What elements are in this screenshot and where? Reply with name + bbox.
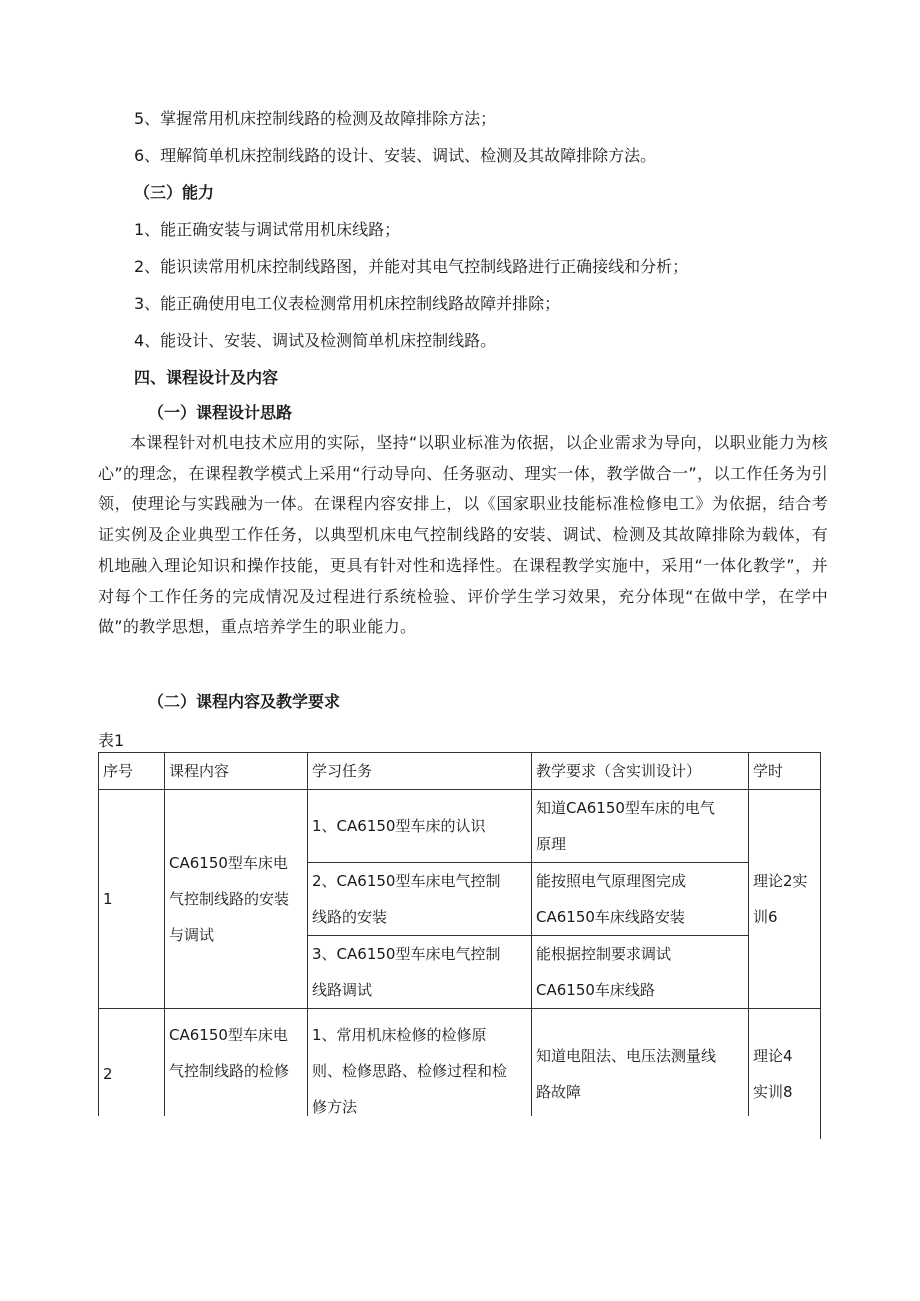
header-cell: 序号	[99, 753, 165, 790]
knowledge-item: 5、掌握常用机床控制线路的检测及故障排除方法；	[134, 109, 497, 128]
hours-line: 理论2实	[753, 872, 808, 890]
knowledge-item: 6、理解简单机床控制线路的设计、安装、调试、检测及其故障排除方法。	[134, 146, 657, 165]
teaching-requirement	[532, 790, 749, 863]
design-paragraph: 本课程针对机电技术应用的实际，坚持“以职业标准为依据，以企业需求为导向，以职业能力为核心”的理念，在课程教学模式上采用“行动导向、任务驱动、理实一体，教学做合一”，以工作任务为引领，使理论与实践融为一体。在课程内容安排上，以《国家职业技能标准检修电工》为依据，结合考证实例及企业典型工作任务，以典型机床电气控制线路的安装、调试、检测及其故障排除为载体，有机地融入理论知识和操作技能，更具有针对性和选择性。在课程教学实施中，采用“一体化教学”，并对每个工作任务的完成情况及过程进行系统检验、评价学生学习效果，充分体现“在做中学，在学中做”的教学思想，重点培养学生的职业能力。	[98, 433, 828, 637]
req-line: 能根据控制要求调试	[536, 945, 672, 963]
header-cell: 学时	[749, 753, 821, 790]
table-row	[99, 790, 821, 863]
req-line: CA6150车床线路	[536, 981, 655, 999]
course-content	[165, 790, 308, 1009]
task-line: 1、常用机床检修的检修原	[312, 1026, 487, 1044]
teaching-requirement	[532, 863, 749, 936]
ability-item: 2、能识读常用机床控制线路图，并能对其电气控制线路进行正确接线和分析；	[134, 257, 689, 276]
req-line: 原理	[536, 835, 567, 853]
task-line: 修方法	[312, 1098, 358, 1116]
req-line: 知道电阻法、电压法测量线	[536, 1046, 717, 1065]
header-cell: 课程内容	[165, 753, 308, 790]
task-line: 3、CA6150型车床电气控制	[312, 945, 501, 963]
ability-item: 4、能设计、安装、调试及检测简单机床控制线路。	[134, 331, 497, 350]
req-line: 知道CA6150型车床的电气	[536, 799, 715, 817]
table-caption: 表1	[98, 731, 125, 750]
hours-line: 理论4	[753, 1046, 793, 1065]
header-cell: 学习任务	[308, 753, 532, 790]
section-4-heading: 四、课程设计及内容	[134, 368, 279, 387]
task-line: 则、检修思路、检修过程和检	[312, 1062, 508, 1080]
task-line: 线路调试	[312, 981, 373, 999]
sub1-heading: （一）课程设计思路	[148, 403, 293, 422]
hours-line: 训6	[753, 908, 778, 926]
header-cell: 教学要求（含实训设计）	[532, 753, 749, 790]
content-line: CA6150型车床电	[169, 1026, 288, 1044]
sub2-heading: （二）课程内容及教学要求	[148, 692, 341, 711]
class-hours	[749, 790, 821, 1009]
task-line: 线路的安装	[312, 908, 388, 926]
content-line: CA6150型车床电	[169, 854, 288, 872]
req-line: 路故障	[536, 1082, 582, 1101]
req-line: 能按照电气原理图完成	[536, 872, 687, 890]
ability-item: 3、能正确使用电工仪表检测常用机床控制线路故障并排除；	[134, 294, 561, 313]
ability-item: 1、能正确安装与调试常用机床线路；	[134, 220, 401, 239]
teaching-requirement	[532, 936, 749, 1009]
page-cut-mask	[98, 1116, 820, 1301]
content-line: 气控制线路的检修	[169, 1062, 290, 1080]
task-line: 2、CA6150型车床电气控制	[312, 872, 501, 890]
learning-task	[308, 790, 532, 863]
row-number: 1	[99, 790, 165, 1009]
row-number: 2	[99, 1009, 165, 1139]
content-line: 气控制线路的安装	[169, 890, 290, 908]
task-line: 1、CA6150型车床的认识	[312, 817, 486, 835]
learning-task	[308, 936, 532, 1009]
learning-task	[308, 863, 532, 936]
req-line: CA6150车床线路安装	[536, 908, 685, 926]
section-ability-heading: （三）能力	[134, 183, 215, 202]
content-line: 与调试	[169, 926, 215, 944]
table-header-row	[99, 753, 821, 790]
hours-line: 实训8	[753, 1082, 793, 1101]
course-table	[98, 752, 821, 1139]
